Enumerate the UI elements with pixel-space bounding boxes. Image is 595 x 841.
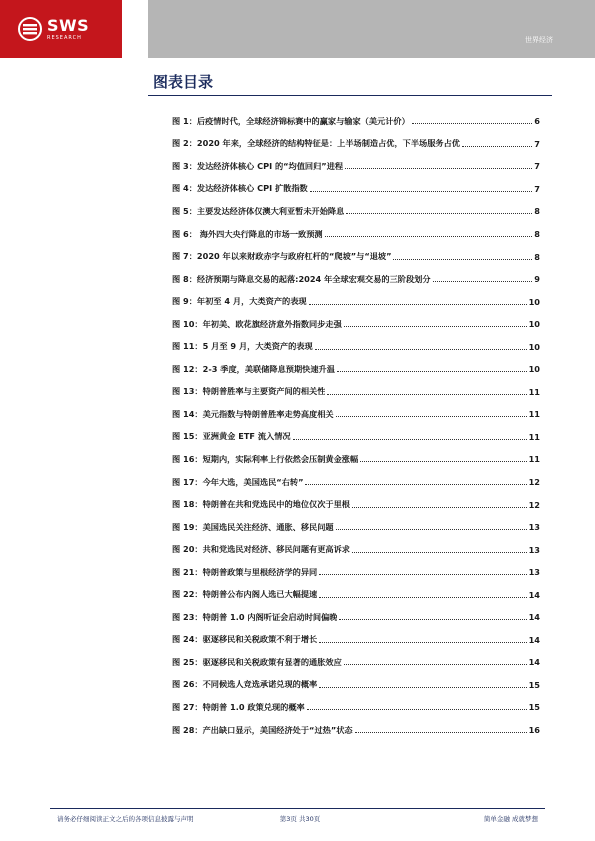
toc-entry-label[interactable]: 图 19：美国选民关注经济、通胀、移民问题 [172,521,334,532]
toc-entry[interactable] [172,561,540,584]
toc-entry-label[interactable]: 图 10：年初美、欧花旗经济意外指数同步走强 [172,318,342,329]
toc-entry[interactable] [172,268,540,291]
toc-entry-leader [309,304,527,305]
logo-main-text: SWS [47,15,90,35]
toc-entry-label[interactable]: 图 27：特朗普 1.0 政策兑现的概率 [172,701,305,712]
toc-entry-leader [344,664,527,665]
toc-entry-leader [346,213,532,214]
header-band [148,0,595,58]
toc-entry-leader [393,259,532,260]
toc-entry-page[interactable]: 8 [534,206,540,217]
toc-entry-leader [352,552,527,553]
toc-entry-leader [344,326,527,327]
toc-title: 图表目录 [153,73,214,91]
toc-entry[interactable] [172,313,540,336]
toc-entry[interactable] [172,178,540,201]
toc-entry-page[interactable]: 11 [528,454,540,465]
toc-entry-label[interactable]: 图 17：今年大选，美国选民“右转” [172,476,304,487]
toc-entry-label[interactable]: 图 7：2020 年以来财政赤字与政府杠杆的“爬坡”与“退坡” [172,251,392,262]
toc-entry-label[interactable]: 图 9：年初至 4 月，大类资产的表现 [172,296,307,307]
toc-entry-label[interactable]: 图 1：后疫情时代，全球经济锦标赛中的赢家与输家（美元计价） [172,115,410,126]
toc-entry-page[interactable]: 7 [534,161,540,172]
toc-entry-page[interactable]: 10 [528,341,540,352]
toc-entry-label[interactable]: 图 21：特朗普政策与里根经济学的异同 [172,566,318,577]
toc-entry-page[interactable]: 12 [528,477,540,488]
logo-wordmark [47,15,90,41]
toc-entry-leader [307,709,527,710]
toc-entry-label[interactable]: 图 20：共和党选民对经济、移民问题有更高诉求 [172,544,350,555]
toc-entry-label[interactable]: 图 25：驱逐移民和关税政策有显著的通胀效应 [172,656,342,667]
toc-entry-page[interactable]: 6 [534,116,540,127]
sws-logo-icon [18,17,42,41]
toc-entry-leader [336,529,527,530]
toc-entry[interactable] [172,290,540,313]
toc-entry[interactable] [172,538,540,561]
toc-entry-page[interactable]: 7 [534,183,540,194]
toc-entry[interactable] [172,448,540,471]
toc-entry[interactable] [172,245,540,268]
toc-entry-leader [336,416,527,417]
toc-entry-label[interactable]: 图 13：特朗普胜率与主要资产间的相关性 [172,386,326,397]
toc-entry-label[interactable]: 图 14：美元指数与特朗普胜率走势高度相关 [172,408,334,419]
toc-entry-leader [305,484,526,485]
toc-entry-page[interactable]: 9 [534,274,540,285]
toc-entry[interactable] [172,223,540,246]
toc-entry-leader [345,168,532,169]
toc-entry-page[interactable]: 14 [528,589,540,600]
toc-entry-leader [319,574,526,575]
toc-entry-label[interactable]: 图 26：不同候选人竞选承诺兑现的概率 [172,679,318,690]
footer-divider [50,808,545,809]
toc-entry-page[interactable]: 13 [528,522,540,533]
toc-entry-leader [337,371,527,372]
toc-entry-label[interactable]: 图 18：特朗普在共和党选民中的地位仅次于里根 [172,499,350,510]
toc-entry-page[interactable]: 11 [528,431,540,442]
toc-entry-page[interactable]: 16 [528,725,540,736]
toc-entry-page[interactable]: 11 [528,409,540,420]
toc-entry-leader [315,349,527,350]
toc-entry-leader [319,642,526,643]
toc-entry-leader [310,191,533,192]
toc-entry[interactable] [172,403,540,426]
toc-entry[interactable] [172,719,540,742]
toc-entry[interactable] [172,471,540,494]
toc-entry-leader [360,461,526,462]
toc-entry-label[interactable]: 图 8：经济预期与降息交易的起落:2024 年全球宏观交易的三阶段划分 [172,273,431,284]
toc-entry-page[interactable]: 12 [528,499,540,510]
toc-entry[interactable] [172,583,540,606]
toc-entry-leader [327,394,526,395]
toc-entry[interactable] [172,133,540,156]
toc-entry[interactable] [172,358,540,381]
toc-entry-label[interactable]: 图 5：主要发达经济体仅澳大利亚暂未开始降息 [172,205,345,216]
toc-entry[interactable] [172,200,540,223]
toc-entry-leader [319,687,526,688]
toc-entry[interactable] [172,629,540,652]
toc-entry-page[interactable]: 14 [528,657,540,668]
footer-page-info: 第3页 共30页 [279,815,321,823]
toc-entry-leader [293,439,527,440]
toc-entry-page[interactable]: 10 [528,364,540,375]
toc-entry-page[interactable]: 7 [534,138,540,149]
toc-entry-label[interactable]: 图 24：驱逐移民和关税政策不利于增长 [172,634,318,645]
toc-entry-page[interactable]: 15 [528,702,540,713]
toc-entry-page[interactable]: 8 [534,251,540,262]
toc-entry-page[interactable]: 14 [528,634,540,645]
toc-entry-page[interactable]: 15 [528,679,540,690]
toc-entry-label[interactable]: 图 22：特朗普公布内阁人选已大幅提速 [172,589,318,600]
toc-entry[interactable] [172,516,540,539]
toc-entry-label[interactable]: 图 12：2-3 季度，美联储降息预期快速升温 [172,363,335,374]
toc-entry[interactable] [172,493,540,516]
toc-entry-leader [355,732,527,733]
toc-entry[interactable] [172,426,540,449]
toc-entry-page[interactable]: 13 [528,544,540,555]
toc-list [172,110,540,741]
toc-entry-leader [325,236,533,237]
toc-entry-page[interactable]: 11 [528,386,540,397]
toc-entry-leader [319,597,526,598]
toc-entry[interactable] [172,606,540,629]
toc-entry[interactable] [172,381,540,404]
toc-entry-page[interactable]: 14 [528,612,540,623]
toc-entry-page[interactable]: 10 [528,319,540,330]
toc-entry[interactable] [172,110,540,133]
toc-entry-label[interactable]: 图 28：产出缺口显示，美国经济处于“过热”状态 [172,724,353,735]
toc-entry-label[interactable]: 图 16：短期内，实际利率上行依然会压制黄金涨幅 [172,453,359,464]
report-category: 世界经济 [525,36,553,44]
toc-entry-page[interactable]: 10 [528,296,540,307]
toc-entry-label[interactable]: 图 3：发达经济体核心 CPI 的“均值回归”进程 [172,160,344,171]
footer-disclaimer[interactable]: 请务必仔细阅读正文之后的各项信息披露与声明 [57,815,194,823]
toc-entry-page[interactable]: 8 [534,229,540,239]
logo-sub-text: RESEARCH [47,34,82,41]
toc-entry-label[interactable]: 图 2：2020 年来，全球经济的结构特征是：上半场制造占优，下半场服务占优 [172,138,460,149]
toc-entry[interactable] [172,335,540,358]
toc-entry[interactable] [172,651,540,674]
toc-entry[interactable] [172,696,540,719]
toc-entry-label[interactable]: 图 6： 海外四大央行降息的市场一致预测 [172,228,323,239]
toc-entry[interactable] [172,674,540,697]
toc-entry-leader [352,507,527,508]
toc-entry-leader [412,123,532,124]
toc-entry-label[interactable]: 图 4：发达经济体核心 CPI 扩散指数 [172,183,308,194]
toc-entry-label[interactable]: 图 23：特朗普 1.0 内阁听证会启动时间偏晚 [172,611,338,622]
toc-entry-leader [339,619,526,620]
toc-entry-leader [433,281,533,282]
toc-entry[interactable] [172,155,540,178]
toc-entry-leader [462,146,532,147]
toc-title-divider [148,95,552,96]
header-logo-block [0,0,122,58]
toc-entry-page[interactable]: 13 [528,567,540,578]
toc-entry-label[interactable]: 图 15：亚洲黄金 ETF 流入情况 [172,431,291,442]
footer-slogan: 简单金融 成就梦想 [483,815,538,823]
toc-entry-label[interactable]: 图 11：5 月至 9 月，大类资产的表现 [172,341,313,352]
